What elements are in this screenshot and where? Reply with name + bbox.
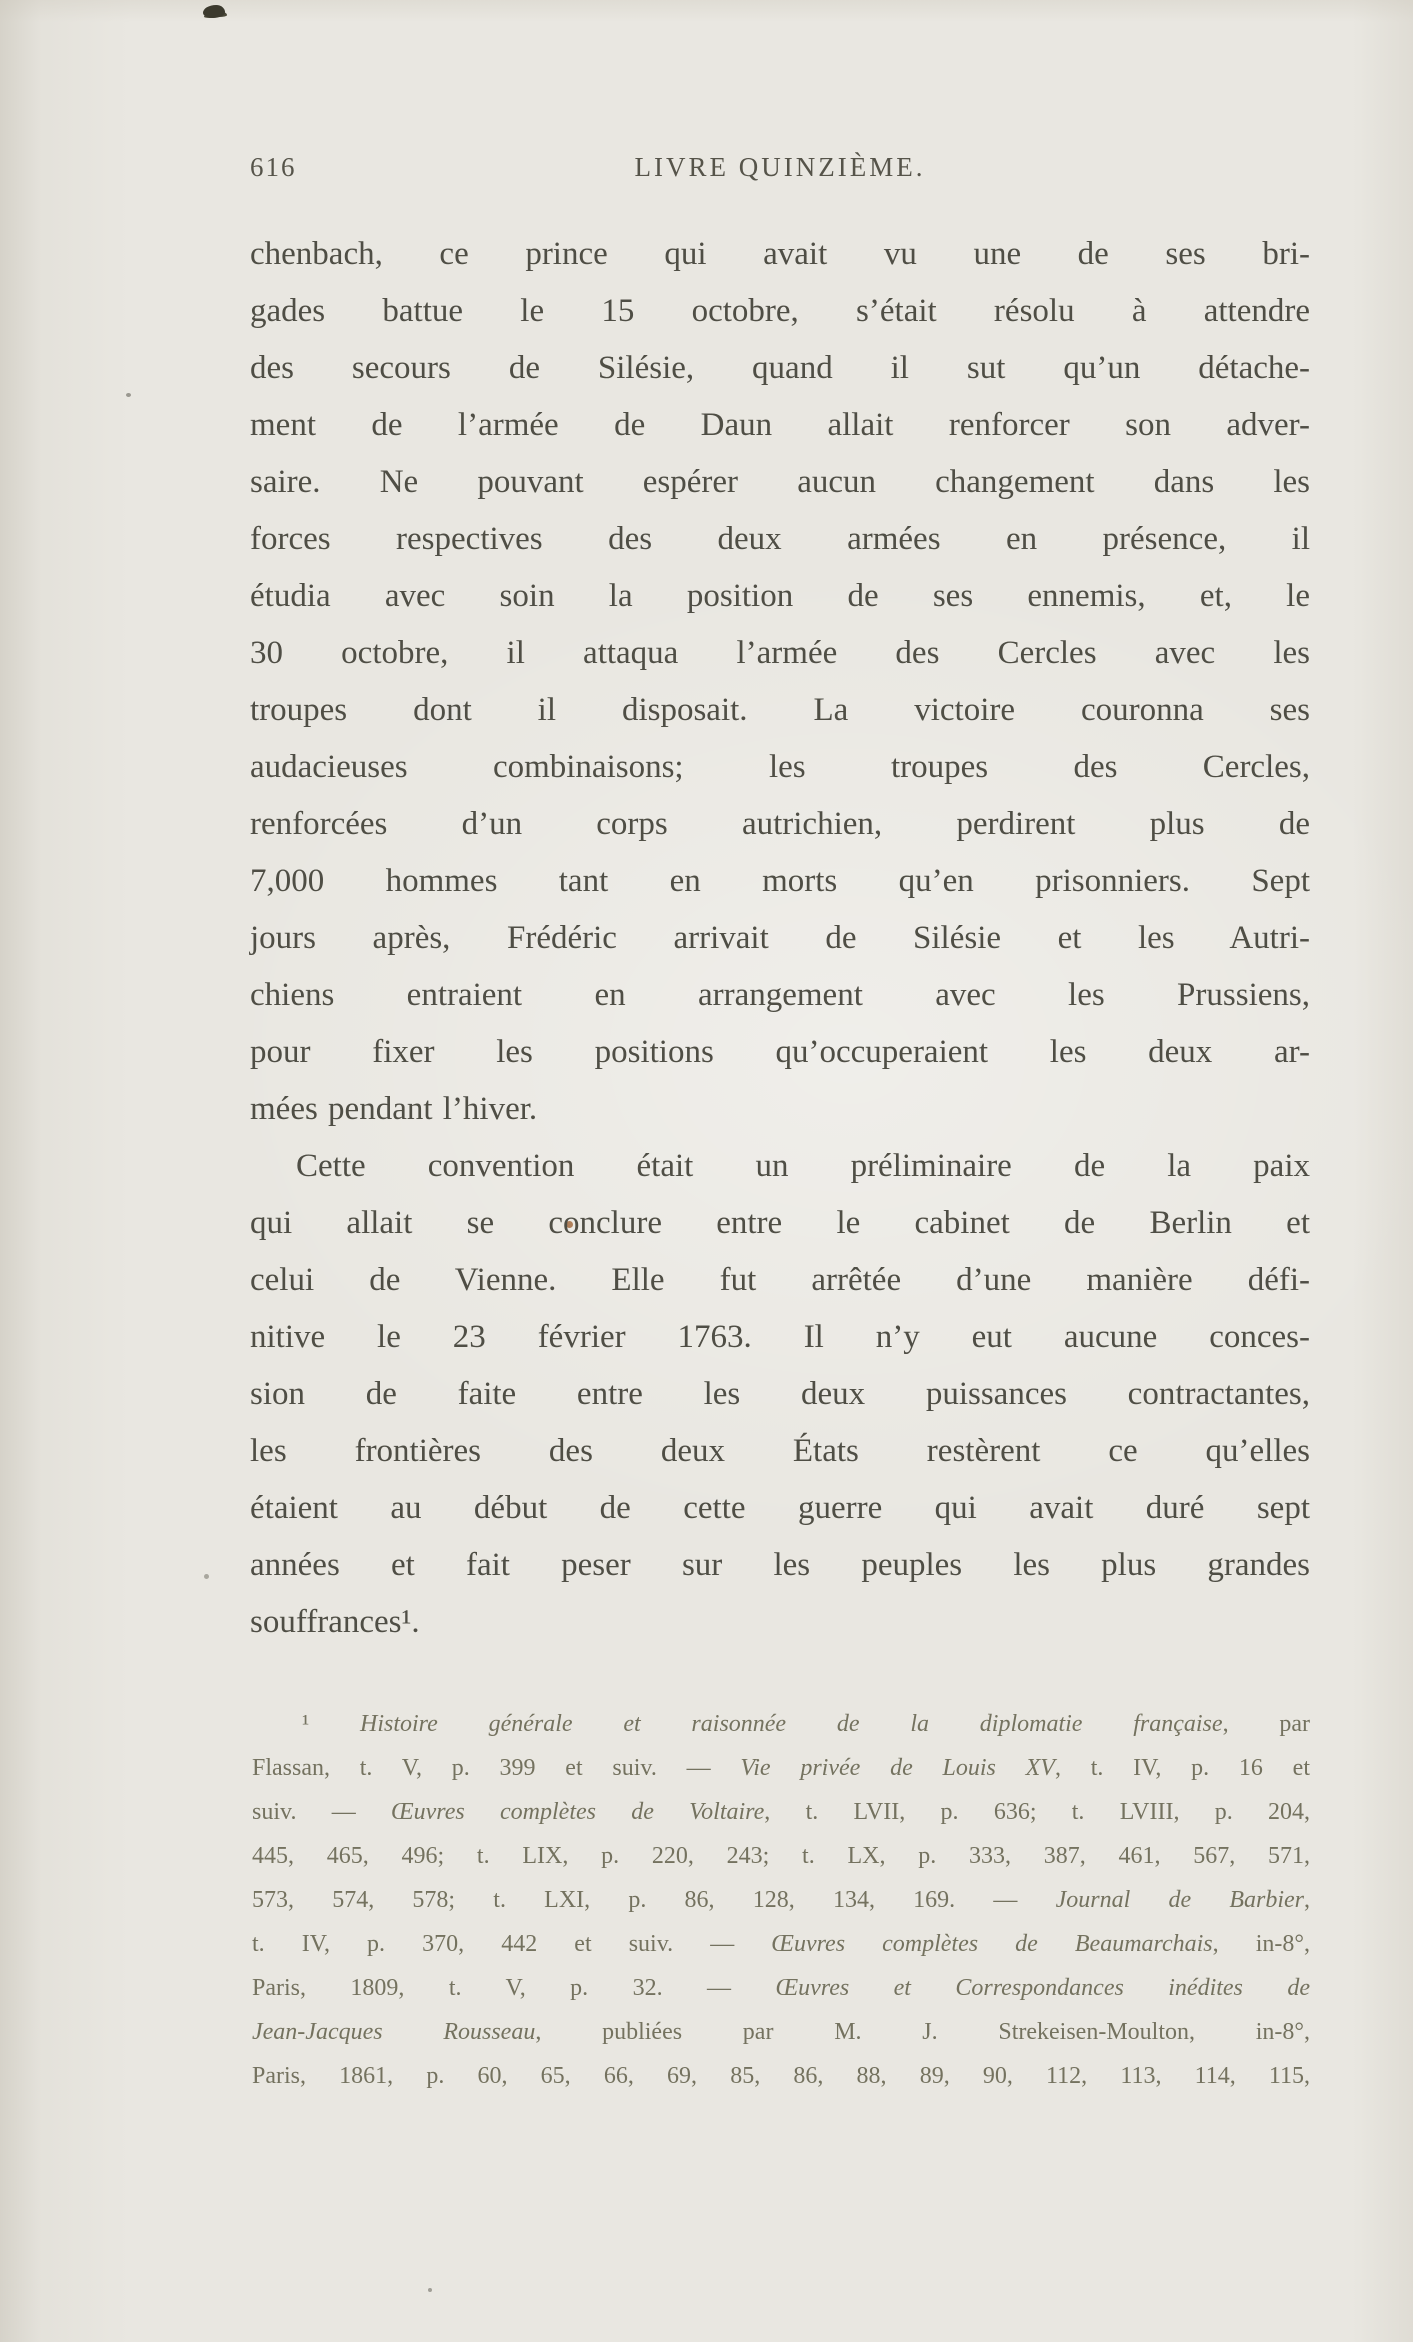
- italic-citation-text: Histoire générale et raisonnée de la diplomatie française: [360, 1711, 1223, 1737]
- footnote-line: [252, 1790, 1310, 1834]
- footnote-line: [252, 1966, 1310, 2010]
- footnote-line: [252, 2054, 1310, 2098]
- bottom-speck-artifact: [428, 2288, 432, 2292]
- plain-text: ¹: [302, 1711, 360, 1737]
- text-line: audacieuses combinaisons; les troupes des Cercles,: [250, 749, 1310, 785]
- text-line: années et fait peser sur les peuples les plus grandes: [250, 1547, 1310, 1583]
- italic-citation-text: Journal de Barbier: [1055, 1887, 1304, 1913]
- footnote-line: [252, 1702, 1310, 1746]
- footnote-line: [252, 2010, 1310, 2054]
- plain-text: Paris, 1809, t. V, p. 32. —: [252, 1975, 776, 2001]
- plain-text: , par: [1222, 1711, 1310, 1737]
- margin-speck-artifact: [126, 393, 131, 397]
- plain-text: 445, 465, 496; t. LIX, p. 220, 243; t. LX, p. 333, 387, 461, 567, 571,: [252, 1843, 1310, 1869]
- footnote-line: [252, 1922, 1310, 1966]
- text-block: [250, 226, 1310, 1651]
- plain-text: suiv. —: [252, 1799, 391, 1825]
- text-line: nitive le 23 février 1763. Il n’y eut aucune conces-: [250, 1319, 1310, 1355]
- italic-citation-text: Vie privée de Louis XV: [740, 1755, 1055, 1781]
- plain-text: , t. LVII, p. 636; t. LVIII, p. 204,: [764, 1799, 1311, 1825]
- text-line: qui allait se conclure entre le cabinet de Berlin et: [250, 1205, 1310, 1241]
- text-line: chenbach, ce prince qui avait vu une de ses bri-: [250, 236, 1310, 272]
- plain-text: , publiées par M. J. Strekeisen-Moulton, in-8°,: [535, 2019, 1311, 2045]
- text-line: chiens entraient en arrangement avec les Prussiens,: [250, 977, 1310, 1013]
- margin-speck-artifact: [204, 1574, 209, 1579]
- page-header: [250, 152, 1310, 192]
- text-line: étaient au début de cette guerre qui avait duré sept: [250, 1490, 1310, 1526]
- paragraph-continued: [250, 226, 1310, 1138]
- plain-text: Flassan, t. V, p. 399 et suiv. —: [252, 1755, 741, 1781]
- paragraph-convention: [250, 1138, 1310, 1651]
- text-line: troupes dont il disposait. La victoire couronna ses: [250, 692, 1310, 728]
- plain-text: t. IV, p. 370, 442 et suiv. —: [252, 1931, 772, 1957]
- plain-text: ,: [1304, 1887, 1310, 1913]
- italic-citation-text: Œuvres complètes de Voltaire: [391, 1799, 765, 1825]
- text-line: celui de Vienne. Elle fut arrêtée d’une manière défi-: [250, 1262, 1310, 1298]
- text-line: les frontières des deux États restèrent ce qu’elles: [250, 1433, 1310, 1469]
- running-title: LIVRE QUINZIÈME.: [634, 152, 926, 182]
- text-line: 7,000 hommes tant en morts qu’en prisonniers. Sept: [250, 863, 1310, 899]
- italic-citation-text: Œuvres complètes de Beaumarchais: [771, 1931, 1213, 1957]
- text-line: ment de l’armée de Daun allait renforcer son adver-: [250, 407, 1310, 443]
- plain-text: , t. IV, p. 16 et: [1054, 1755, 1310, 1781]
- footnote-block: [252, 1702, 1310, 2098]
- text-line: 30 octobre, il attaqua l’armée des Cercles avec les: [250, 635, 1310, 671]
- text-line: renforcées d’un corps autrichien, perdirent plus de: [250, 806, 1310, 842]
- italic-citation-text: Œuvres et Correspondances inédites de: [775, 1975, 1310, 2001]
- text-line: gades battue le 15 octobre, s’était résolu à attendre: [250, 293, 1310, 329]
- text-line: jours après, Frédéric arrivait de Silésie et les Autri-: [250, 920, 1310, 956]
- text-line: souffrances¹.: [250, 1604, 420, 1640]
- ink-blot-artifact: [203, 5, 225, 18]
- text-line: Cette convention était un préliminaire de la paix: [296, 1148, 1310, 1184]
- text-line: forces respectives des deux armées en présence, il: [250, 521, 1310, 557]
- plain-text: Paris, 1861, p. 60, 65, 66, 69, 85, 86, 88, 89, 90, 112, 113, 114, 115,: [252, 2063, 1310, 2089]
- text-line: étudia avec soin la position de ses ennemis, et, le: [250, 578, 1310, 614]
- plain-text: , in-8°,: [1212, 1931, 1310, 1957]
- italic-citation-text: Jean-Jacques Rousseau: [252, 2019, 536, 2045]
- plain-text: 573, 574, 578; t. LXI, p. 86, 128, 134, 169. —: [252, 1887, 1056, 1913]
- text-line: des secours de Silésie, quand il sut qu’un détache-: [250, 350, 1310, 386]
- footnote-line: [252, 1878, 1310, 1922]
- text-line: saire. Ne pouvant espérer aucun changement dans les: [250, 464, 1310, 500]
- footnote-line: [252, 1746, 1310, 1790]
- text-line: pour fixer les positions qu’occuperaient les deux ar-: [250, 1034, 1310, 1070]
- footnote-line: [252, 1834, 1310, 1878]
- text-line: sion de faite entre les deux puissances contractantes,: [250, 1376, 1310, 1412]
- text-line: mées pendant l’hiver.: [250, 1091, 538, 1127]
- page-number: 616: [250, 152, 297, 182]
